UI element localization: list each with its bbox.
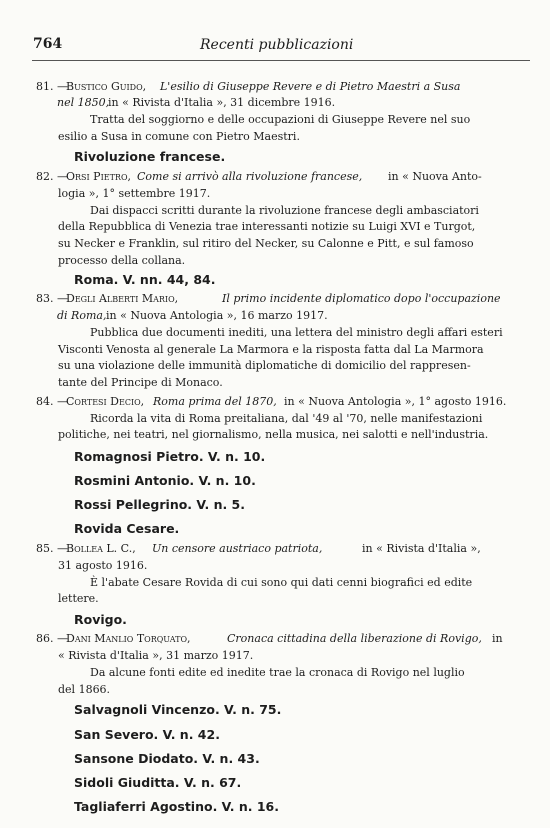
text-line-h-rosmini: Rosmini Antonio. V. n. 10. xyxy=(74,473,256,488)
text-line-e83-l5: su una violazione delle immunità diplomatiche di domicilio del rappresen- xyxy=(58,359,471,372)
text-line-e81-l4: esilio a Susa in comune con Pietro Maestri. xyxy=(58,130,300,143)
text-line-e82-l5: su Necker e Franklin, sul ritiro del Necker, su Calonne e Pitt, e sul famoso xyxy=(58,237,474,250)
text-line-e82-l1-rest: in « Nuova Anto- xyxy=(388,170,482,183)
text-line-e85-title: Un censore austriaco patriota, xyxy=(152,542,323,555)
text-line-e84-l1-rest: in « Nuova Antologia », 1° agosto 1916. xyxy=(284,395,507,408)
text-line-e85-l2: 31 agosto 1916. xyxy=(58,559,148,572)
text-line-e81-title: L'esilio di Giuseppe Revere e di Pietro Maestri a Susa xyxy=(160,80,461,93)
text-line-e86-l3: Da alcune fonti edite ed inedite trae la cronaca di Rovigo nel luglio xyxy=(90,666,465,679)
text-line-e85-l4: lettere. xyxy=(58,592,99,605)
text-line-e84-l2: Ricorda la vita di Roma preitaliana, dal '49 al '70, nelle manifestazioni xyxy=(90,412,483,425)
text-line-e84-title: Roma prima del 1870, xyxy=(153,395,277,408)
text-line-h-rovigo: Rovigo. xyxy=(74,612,127,627)
text-line-e83-author: Degli Alberti Mario, xyxy=(66,292,179,305)
text-line-h-rossi: Rossi Pellegrino. V. n. 5. xyxy=(74,497,246,512)
text-line-e86-num: 86. — xyxy=(36,632,68,645)
text-line-e83-l6: tante del Principe di Monaco. xyxy=(58,376,223,389)
text-line-e81-author: Bustico Guido, xyxy=(66,80,147,93)
text-line-h-sansone: Sansone Diodato. V. n. 43. xyxy=(74,751,260,766)
text-line-e81-l2-rest: in « Rivista d'Italia », 31 dicembre 1916. xyxy=(108,96,336,109)
text-line-e84-l3: politiche, nei teatri, nel giornalismo, nella musica, nei salotti e nell'industria. xyxy=(58,428,489,441)
text-line-e81-l2-title: nel 1850, xyxy=(57,96,110,109)
text-line-h-salvagnoli: Salvagnoli Vincenzo. V. n. 75. xyxy=(74,702,282,717)
text-line-h-rivoluzione: Rivoluzione francese. xyxy=(74,149,226,164)
text-line-e82-l3: Dai dispacci scritti durante la rivoluzione francese degli ambasciatori xyxy=(90,204,479,217)
text-line-e81-l3: Tratta del soggiorno e delle occupazioni di Giuseppe Revere nel suo xyxy=(90,113,471,126)
text-line-e86-author: Dani Manlio Torquato, xyxy=(66,632,191,645)
text-line-e82-l4: della Repubblica di Venezia trae interessanti notizie su Luigi XVI e Turgot, xyxy=(58,220,476,233)
text-line-e85-author: Bollea L. C., xyxy=(66,542,136,555)
page-number: 764 xyxy=(33,36,63,52)
header-rule xyxy=(32,60,530,61)
text-line-h-roma: Roma. V. nn. 44, 84. xyxy=(74,272,216,287)
text-line-e86-l4: del 1866. xyxy=(58,683,111,696)
text-line-e84-num: 84. — xyxy=(36,395,68,408)
text-line-e85-l1-rest: in « Rivista d'Italia », xyxy=(362,542,481,555)
text-line-e83-l3: Pubblica due documenti inediti, una lettera del ministro degli affari esteri xyxy=(90,326,503,339)
text-line-e82-title: Come si arrivò alla rivoluzione francese, xyxy=(137,170,363,183)
text-line-e83-num: 83. — xyxy=(36,292,68,305)
text-line-e82-l2: logia », 1° settembre 1917. xyxy=(58,187,211,200)
text-line-e85-l3: È l'abate Cesare Rovida di cui sono qui dati cenni biografici ed edite xyxy=(90,576,473,589)
text-line-h-rovida: Rovida Cesare. xyxy=(74,521,180,536)
text-line-e85-num: 85. — xyxy=(36,542,68,555)
text-line-e83-l4: Visconti Venosta al generale La Marmora e la risposta fatta dal La Marmora xyxy=(58,343,484,356)
text-line-e82-num: 82. — xyxy=(36,170,68,183)
text-line-e86-l2: « Rivista d'Italia », 31 marzo 1917. xyxy=(58,649,254,662)
text-line-e86-title: Cronaca cittadina della liberazione di Rovigo, xyxy=(227,632,482,645)
text-line-e86-l1-rest: in xyxy=(492,632,503,645)
text-line-h-sidoli: Sidoli Giuditta. V. n. 67. xyxy=(74,775,242,790)
text-line-e83-l2-rest: in « Nuova Antologia », 16 marzo 1917. xyxy=(106,309,328,322)
text-line-e84-author: Cortesi Decio, xyxy=(66,395,145,408)
text-line-h-romagnosi: Romagnosi Pietro. V. n. 10. xyxy=(74,449,266,464)
text-line-h-tagliaferri: Tagliaferri Agostino. V. n. 16. xyxy=(74,799,279,814)
text-line-e83-title: Il primo incidente diplomatico dopo l'occupazione xyxy=(222,292,501,305)
text-line-e82-l6: processo della collana. xyxy=(58,254,186,267)
text-line-e83-l2-title: di Roma, xyxy=(57,309,107,322)
text-line-e81-num: 81. — xyxy=(36,80,68,93)
text-line-e82-author: Orsi Pietro, xyxy=(66,170,131,183)
running-title: Recenti pubblicazioni xyxy=(200,37,354,53)
text-line-h-sansevero: San Severo. V. n. 42. xyxy=(74,727,220,742)
